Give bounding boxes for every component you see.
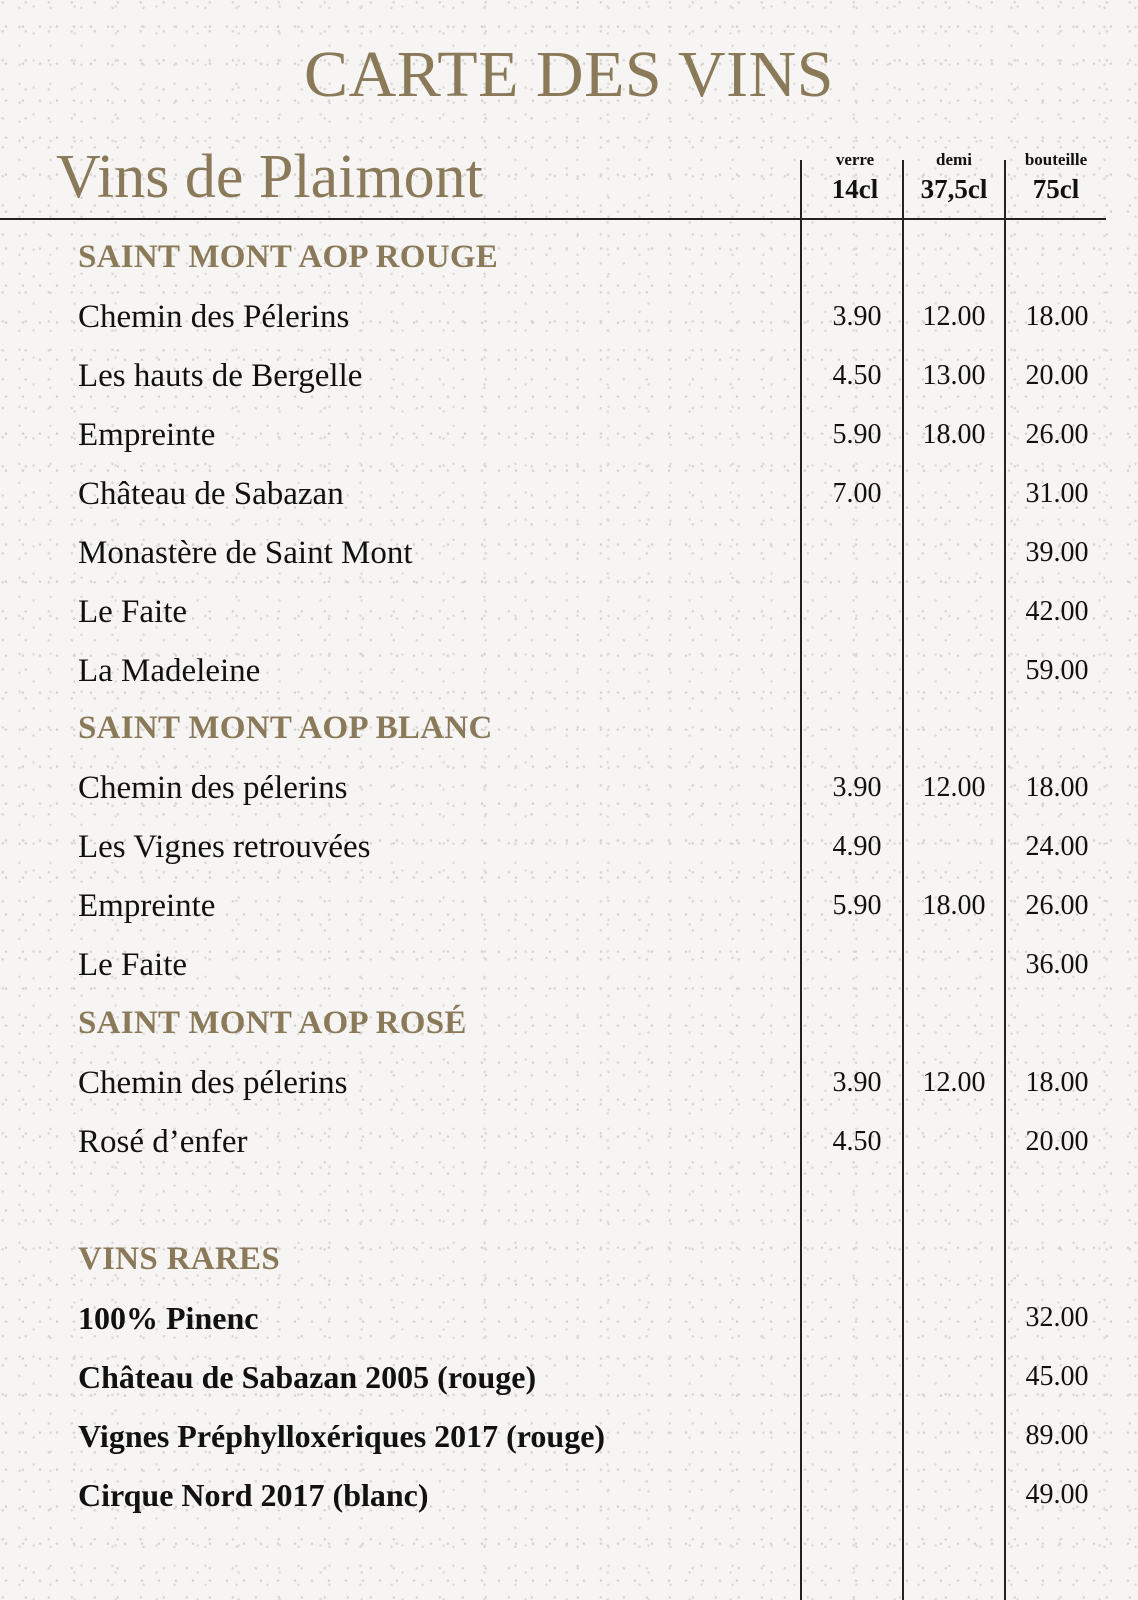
wine-row xyxy=(0,292,1138,342)
wine-row xyxy=(0,1117,1138,1167)
column-header-bouteille xyxy=(1005,150,1107,206)
price-bouteille: 18.00 xyxy=(1025,1067,1089,1098)
wine-name: Chemin des Pélerins xyxy=(78,299,350,335)
wine-row xyxy=(0,1352,1138,1402)
price-verre: 3.90 xyxy=(832,301,882,332)
price-bouteille: 45.00 xyxy=(1025,1361,1089,1392)
column-label: bouteille xyxy=(1024,150,1088,169)
wine-row xyxy=(0,881,1138,931)
price-verre: 5.90 xyxy=(832,419,882,450)
section-heading xyxy=(0,232,1138,282)
price-verre: 4.50 xyxy=(832,360,882,391)
wine-name: Empreinte xyxy=(78,888,216,924)
wine-name: Château de Sabazan xyxy=(78,476,344,512)
column-size: 75cl xyxy=(1032,174,1080,204)
header-divider xyxy=(0,218,1106,220)
price-verre: 5.90 xyxy=(832,890,882,921)
section-heading xyxy=(0,703,1138,753)
wine-name: Chemin des pélerins xyxy=(78,770,348,806)
price-demi: 13.00 xyxy=(922,360,986,391)
wine-name: Rosé d’enfer xyxy=(78,1124,248,1160)
price-demi: 18.00 xyxy=(922,419,986,450)
wine-name: Les Vignes retrouvées xyxy=(78,829,371,865)
price-bouteille: 18.00 xyxy=(1025,772,1089,803)
price-verre: 4.50 xyxy=(832,1126,882,1157)
price-demi: 18.00 xyxy=(922,890,986,921)
wine-row xyxy=(0,469,1138,519)
wine-row xyxy=(0,528,1138,578)
page-title: CARTE DES VINS xyxy=(304,38,834,111)
wine-row xyxy=(0,822,1138,872)
price-verre: 3.90 xyxy=(832,1067,882,1098)
wine-row xyxy=(0,646,1138,696)
wine-row xyxy=(0,410,1138,460)
column-header-verre xyxy=(804,150,906,206)
wine-name: Empreinte xyxy=(78,417,216,453)
price-bouteille: 36.00 xyxy=(1025,949,1089,980)
section-heading xyxy=(0,998,1138,1048)
wine-name: Les hauts de Bergelle xyxy=(78,358,363,394)
column-size: 14cl xyxy=(831,174,879,204)
wine-row xyxy=(0,587,1138,637)
price-bouteille: 20.00 xyxy=(1025,360,1089,391)
column-label: demi xyxy=(936,150,972,169)
price-demi: 12.00 xyxy=(922,772,986,803)
price-verre: 7.00 xyxy=(832,478,882,509)
price-bouteille: 26.00 xyxy=(1025,890,1089,921)
section-heading xyxy=(0,1234,1138,1284)
wine-row xyxy=(0,1411,1138,1461)
price-bouteille: 26.00 xyxy=(1025,419,1089,450)
column-header-demi xyxy=(903,150,1005,206)
price-bouteille: 39.00 xyxy=(1025,537,1089,568)
column-label: verre xyxy=(835,150,875,169)
wine-row xyxy=(0,1470,1138,1520)
wine-name: La Madeleine xyxy=(78,653,261,689)
wine-name: Château de Sabazan 2005 (rouge) xyxy=(78,1359,537,1395)
section-title: VINS RARES xyxy=(78,1241,280,1277)
column-size: 37,5cl xyxy=(920,174,988,204)
price-verre: 4.90 xyxy=(832,831,882,862)
price-bouteille: 42.00 xyxy=(1025,596,1089,627)
price-bouteille: 32.00 xyxy=(1025,1302,1089,1333)
wine-row xyxy=(0,1293,1138,1343)
wine-name: Chemin des pélerins xyxy=(78,1065,348,1101)
wine-name: Le Faite xyxy=(78,947,188,983)
wine-row xyxy=(0,763,1138,813)
wine-row xyxy=(0,940,1138,990)
price-bouteille: 49.00 xyxy=(1025,1479,1089,1510)
wine-name: 100% Pinenc xyxy=(78,1300,259,1336)
wine-row xyxy=(0,1058,1138,1108)
wine-name: Le Faite xyxy=(78,594,188,630)
price-bouteille: 59.00 xyxy=(1025,655,1089,686)
price-bouteille: 31.00 xyxy=(1025,478,1089,509)
price-demi: 12.00 xyxy=(922,1067,986,1098)
price-demi: 12.00 xyxy=(922,301,986,332)
price-bouteille: 89.00 xyxy=(1025,1420,1089,1451)
price-bouteille: 20.00 xyxy=(1025,1126,1089,1157)
wine-name: Cirque Nord 2017 (blanc) xyxy=(78,1477,429,1513)
wine-name: Vignes Préphylloxériques 2017 (rouge) xyxy=(78,1418,606,1454)
price-bouteille: 24.00 xyxy=(1025,831,1089,862)
section-title: SAINT MONT AOP ROUGE xyxy=(78,239,499,275)
section-title: SAINT MONT AOP BLANC xyxy=(78,710,493,746)
wine-row xyxy=(0,351,1138,401)
page-subtitle: Vins de Plaimont xyxy=(56,143,483,211)
price-verre: 3.90 xyxy=(832,772,882,803)
section-title: SAINT MONT AOP ROSÉ xyxy=(78,1005,467,1041)
price-bouteille: 18.00 xyxy=(1025,301,1089,332)
wine-name: Monastère de Saint Mont xyxy=(78,535,413,571)
